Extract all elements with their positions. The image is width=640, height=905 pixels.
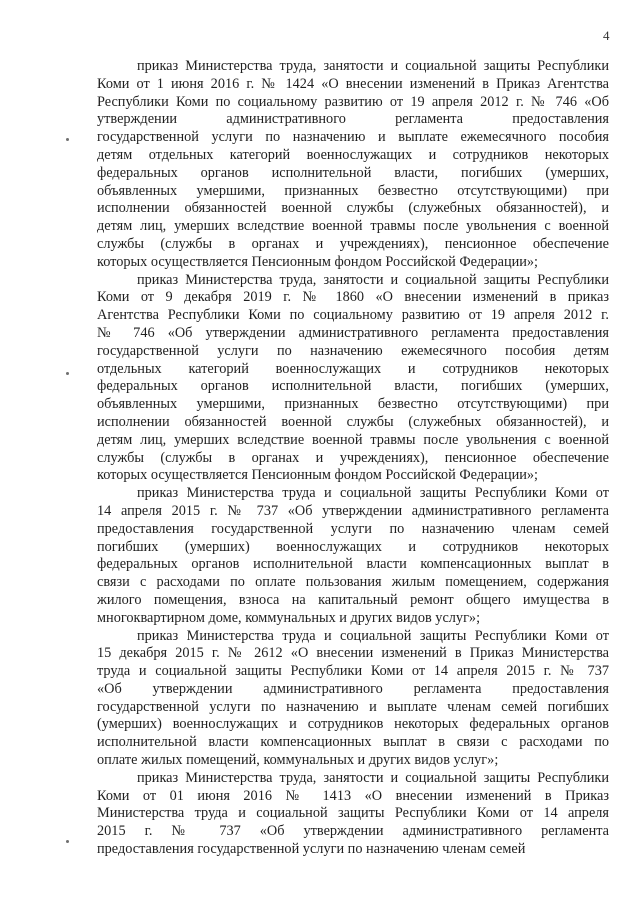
document-body <box>97 58 609 859</box>
text-line: Агентства Республики Коми по социальному развитию от 19 апреля 2012 г. <box>97 307 609 324</box>
text-line: связи с расходами по оплате пользования жилым помещением, содержания <box>97 574 609 591</box>
text-line: Коми от 9 декабря 2019 г. № 1860 «О внесении изменений в приказ <box>97 289 609 306</box>
text-line: Министерства труда и социальной защиты Республики Коми от 14 апреля <box>97 805 609 822</box>
paragraph <box>97 272 609 486</box>
text-line: 15 декабря 2015 г. № 2612 «О внесении изменений в Приказ Министерства <box>97 645 609 662</box>
paragraph <box>97 770 609 859</box>
text-line: приказ Министерства труда, занятости и социальной защиты Республики <box>137 271 609 288</box>
text-line: Коми от 1 июня 2016 г. № 1424 «О внесении изменений в Приказ Агентства <box>97 75 609 92</box>
text-line: приказ Министерства труда и социальной защиты Республики Коми от <box>137 485 609 502</box>
text-line: погибших (умерших) военнослужащих и сотрудников некоторых <box>97 538 609 555</box>
text-line: приказ Министерства труда, занятости и социальной защиты Республики <box>137 58 609 74</box>
text-line: которых осуществляется Пенсионным фондом Российской Федерации»; <box>97 467 539 484</box>
text-line: утверждении административного регламента предоставления <box>97 111 609 128</box>
text-line: исполнительной власти компенсационных выплат в связи с расходами по <box>97 734 609 751</box>
margin-mark <box>66 372 69 375</box>
text-line: № 746 «Об утверждении административного регламента предоставления <box>97 324 609 341</box>
paragraph <box>97 58 609 272</box>
text-line: (умерших) военнослужащих и сотрудников некоторых федеральных органов <box>97 716 609 733</box>
text-line: объявленных умершими, признанных безвестно отсутствующими) при <box>97 182 609 199</box>
text-line: объявленных умершими, признанных безвестно отсутствующими) при <box>97 396 609 413</box>
text-line: приказ Министерства труда, занятости и социальной защиты Республики <box>137 769 609 786</box>
text-line: 14 апреля 2015 г. № 737 «Об утверждении административного регламента <box>97 502 609 519</box>
text-line: отдельных категорий военнослужащих и сотрудников некоторых <box>97 360 609 377</box>
text-line: Республики Коми по социальному развитию от 19 апреля 2012 г. № 746 «Об <box>97 93 609 110</box>
text-line: исполнении обязанностей военной службы (служебных обязанностей), и <box>97 200 609 217</box>
text-line: службы (службы в органах и учреждениях), пенсионное обеспечение <box>97 235 609 252</box>
text-line: федеральных органов исполнительной власти компенсационных выплат в <box>97 556 609 573</box>
text-line: труда и социальной защиты Республики Коми от 14 апреля 2015 г. № 737 <box>97 663 609 680</box>
text-line: жилого помещения, взноса на капитальный ремонт общего имущества в <box>97 591 609 608</box>
text-line: оплате жилых помещений, коммунальных и других видов услуг»; <box>97 752 499 769</box>
text-line: федеральных органов исполнительной власти, погибших (умерших, <box>97 378 609 395</box>
page-number: 4 <box>603 28 610 43</box>
text-line: федеральных органов исполнительной власти, погибших (умерших, <box>97 164 609 181</box>
text-line: приказ Министерства труда и социальной защиты Республики Коми от <box>137 627 609 644</box>
text-line: исполнении обязанностей военной службы (служебных обязанностей), и <box>97 413 609 430</box>
text-line: предоставления государственной услуги по назначению членам семей <box>97 520 609 537</box>
text-line: которых осуществляется Пенсионным фондом Российской Федерации»; <box>97 253 539 270</box>
text-line: «Об утверждении административного регламента предоставления <box>97 680 609 697</box>
text-line: детям лиц, умерших вследствие военной травмы после увольнения с военной <box>97 218 609 235</box>
text-line: службы (службы в органах и учреждениях), пенсионное обеспечение <box>97 449 609 466</box>
margin-mark <box>66 840 69 843</box>
text-line: многоквартирном доме, коммунальных и других видов услуг»; <box>97 609 481 626</box>
paragraph <box>97 628 609 770</box>
text-line: государственной услуги по назначению ежемесячного пособия детям <box>97 342 609 359</box>
text-line: предоставления государственной услуги по назначению членам семей <box>97 841 526 858</box>
text-line: детям отдельных категорий военнослужащих и сотрудников некоторых <box>97 146 609 163</box>
text-line: государственной услуги по назначению и выплате ежемесячного пособия <box>97 129 609 146</box>
text-line: детям лиц, умерших вследствие военной травмы после увольнения с военной <box>97 431 609 448</box>
text-line: Коми от 01 июня 2016 № 1413 «О внесении изменений в Приказ <box>97 787 609 804</box>
paragraph <box>97 485 609 627</box>
margin-mark <box>66 138 69 141</box>
text-line: 2015 г. № 737 «Об утверждении административного регламента <box>97 823 609 840</box>
text-line: государственной услуги по назначению и выплате членам семей погибших <box>97 698 609 715</box>
